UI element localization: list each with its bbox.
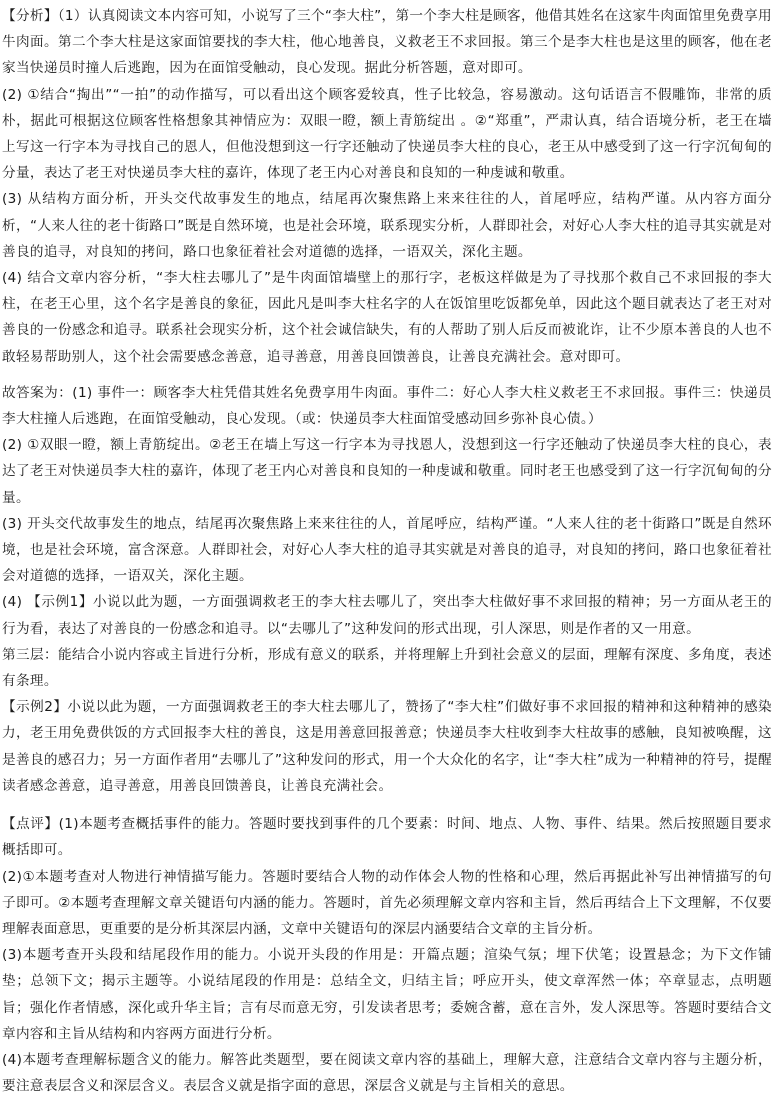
- section-gap: [2, 370, 772, 380]
- analysis-question-1: 【分析】（1）认真阅读文本内容可知，小说写了三个“李大柱”，第一个李大柱是顾客，他借其姓名在这家牛肉面馆里免费享用牛肉面。第二个李大柱是这家面馆要找的李大柱，他心地善良，义救老王不求回报。第三个是李大柱也是这里的顾客，他在老家当快递员时撞人后逃跑，因为在面馆受触动，良心发现。据此分析答题，意对即可。: [2, 8, 772, 77]
- section-gap: [2, 799, 772, 811]
- answer-question-1: 故答案为：(1) 事件一：顾客李大柱凭借其姓名免费享用牛肉面。事件二：好心人李大柱义救老王不求回报。事件三：快递员李大柱撞人后逃跑，在面馆受触动，良心发现。（或：快递员李大柱面馆受感动回乡弥补良心债。）: [2, 384, 772, 428]
- analysis-question-4: (4) 结合文章内容分析，“李大柱去哪儿了”是牛肉面馆墙壁上的那行字，老板这样做是为了寻找那个救自己不求回报的李大柱，在老王心里，这个名字是善良的象征，因此凡是叫李大柱名字的人在饭馆里吃饭都免单，因此这个题目就表达了老王对对善良的一份感念和追寻。联系社会现实分析，这个社会诚信缺失，有的人帮助了别人后反而被讹诈，让不少原本善良的人也不敢轻易帮助别人，这个社会需要感念善意，追寻善意，用善良回馈善良，让善良充满社会。意对即可。: [2, 270, 772, 365]
- answer-question-3: (3) 开头交代故事发生的地点，结尾再次聚焦路上来来往往的人，首尾呼应，结构严谨。“人来人往的老十街路口”既是自然环境，也是社会环境，富含深意。人群即社会，对好心人李大柱的追寻其实就是对善良的追寻，对良知的拷问，路口也象征着社会对道德的选择，一语双关，深化主题。: [2, 515, 772, 585]
- analysis-question-3: (3) 从结构方面分析，开头交代故事发生的地点，结尾再次聚焦路上来来往往的人，首尾呼应，结构严谨。从内容方面分析，“人来人往的老十街路口”既是自然环境，也是社会环境，联系现实分析，人群即社会，对好心人李大柱的追寻其实就是对善良的追寻，对良知的拷问，路口也象征着社会对道德的选择，一语双关，深化主题。: [2, 191, 772, 260]
- answer-section: [2, 380, 772, 799]
- answer-question-4-example-2: 【示例2】小说以此为题，一方面强调救老王的李大柱去哪儿了，赞扬了“李大柱”们做好事不求回报的精神和这种精神的感染力，老王用免费供饭的方式回报李大柱的善良，这是用善意回报善意；快递员李大柱收到李大柱故事的感触，良知被唤醒，这是善良的感召力；另一方面作者用“去哪儿了”这种发问的形式，用一个大众化的名字，让“李大柱”成为一种精神的符号，提醒读者感念善意，追寻善意，用善良回馈善良，让善良充满社会。: [2, 699, 772, 794]
- comment-question-2: (2)①本题考查对人物进行神情描写能力。答题时要结合人物的动作体会人物的性格和心理，然后再据此补写出神情描写的句子即可。②本题考查理解文章关键语句内涵的能力。答题时，首先必须理解文章内容和主旨，然后再结合上下文理解，不仅要理解表面意思，更重要的是分析其深层内涵，文章中关键语句的深层内涵要结合文章的主旨分析。: [2, 868, 772, 937]
- comment-section: [2, 811, 772, 1099]
- comment-question-1: 【点评】(1)本题考查概括事件的能力。答题时要找到事件的几个要素：时间、地点、人物、事件、结果。然后按照题目要求概括即可。: [2, 816, 772, 859]
- answer-third-level-criteria: 第三层：能结合小说内容或主旨进行分析，形成有意义的联系，并将理解上升到社会意义的层面，理解有深度、多角度，表述有条理。: [2, 646, 772, 690]
- comment-question-4: (4)本题考查理解标题含义的能力。解答此类题型，要在阅读文章内容的基础上，理解大意，注意结合文章内容与主题分析，要注意表层含义和深层含义。表层含义就是指字面的意思，深层含义就是与主旨相关的意思。: [2, 1051, 772, 1095]
- analysis-section: [2, 3, 772, 370]
- analysis-question-2: (2) ①结合“掏出”“一拍”的动作描写，可以看出这个顾客爱较真，性子比较急，容易激动。这句话语言不假雕饰，非常的质朴，据此可根据这位顾客性格想象其神情应为：双眼一瞪，额上青筋绽出 。②“郑重”，严肃认真，结合语境分析，老王在墙上写这一行字本为寻找自己的恩人，但他没想到这一行字还触动了快递员李大柱的良心，老王从中感受到了这一行字沉甸甸的分量，表达了老王对快递员李大柱的嘉许，体现了老王内心对善良和良知的一种虔诚和敬重。: [2, 86, 772, 182]
- comment-question-3: (3)本题考查开头段和结尾段作用的能力。小说开头段的作用是：开篇点题；渲染气氛；埋下伏笔；设置悬念；为下文作铺垫；总领下文；揭示主题等。小说结尾段的作用是：总结全文，归结主旨；呼应开头，使文章浑然一体；卒章显志，点明题旨；强化作者情感，深化或升华主旨；言有尽而意无穷，引发读者思考；委婉含蓄，意在言外，发人深思等。答题时要结合文章内容和主旨从结构和内容两方面进行分析。: [2, 947, 772, 1042]
- answer-question-2: (2) ①双眼一瞪，额上青筋绽出。②老王在墙上写这一行字本为寻找恩人，没想到这一行字还触动了快递员李大柱的良心，表达了老王对快递员李大柱的嘉许，体现了老王内心对善良和良知的一种虔诚和敬重。同时老王也感受到了这一行字沉甸甸的分量。: [2, 437, 772, 506]
- answer-question-4-example-1: (4) 【示例1】小说以此为题，一方面强调救老王的李大柱去哪儿了，突出李大柱做好事不求回报的精神；另一方面从老王的行为看，表达了对善良的一份感念和追寻。以“去哪儿了”这种发问的形式出现，引人深思，则是作者的又一用意。: [2, 594, 772, 637]
